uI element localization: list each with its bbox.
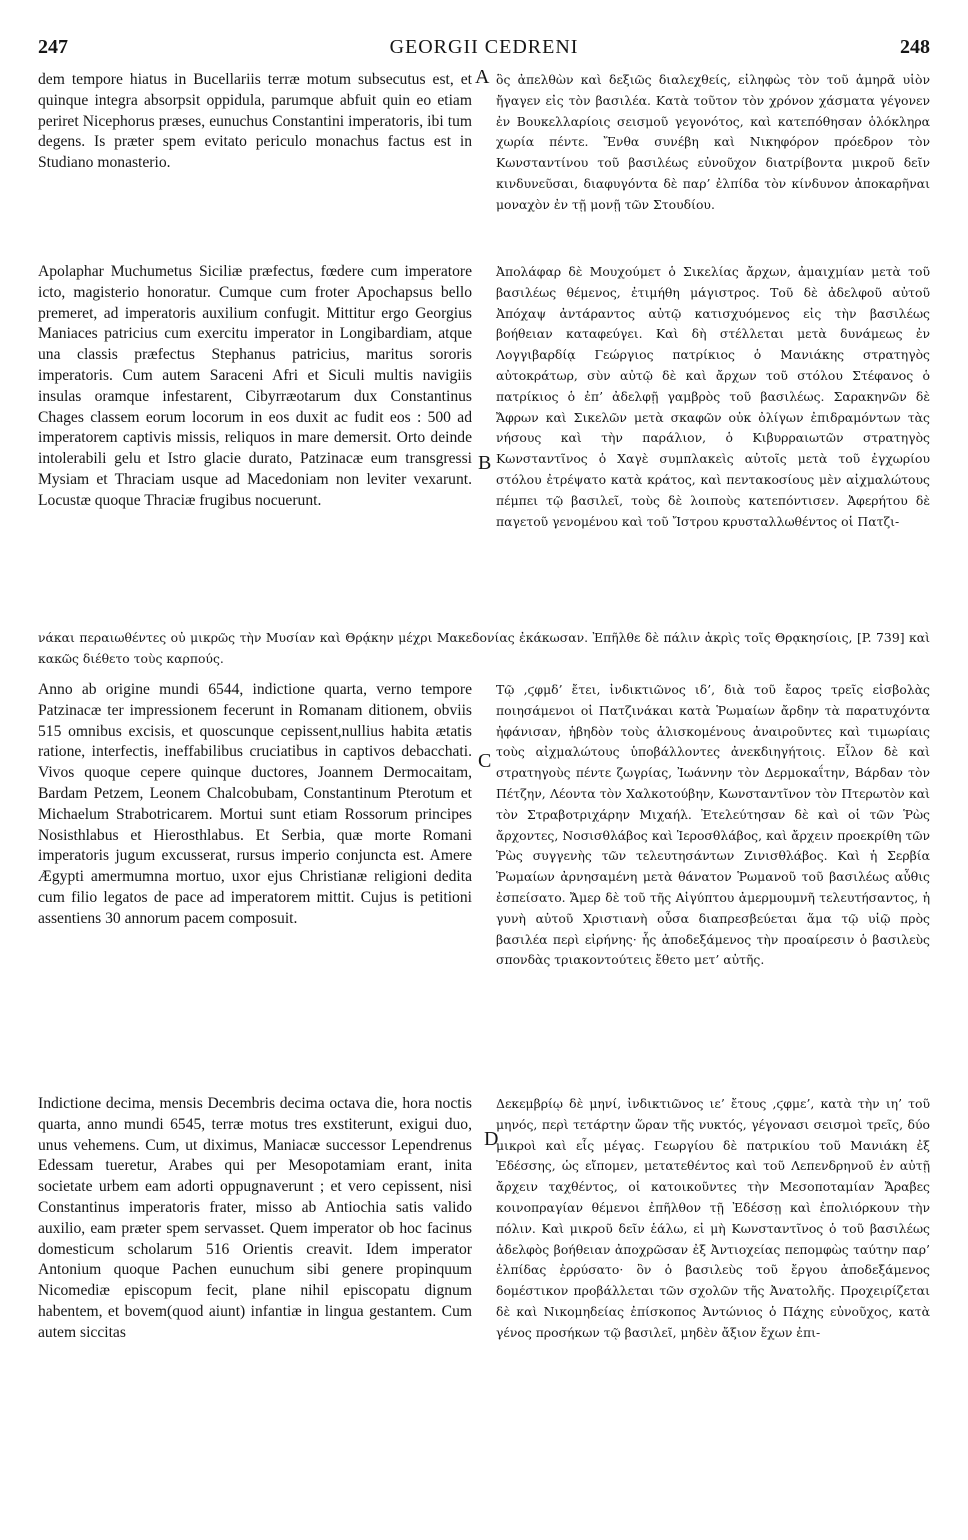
margin-letter-d: D	[484, 1128, 499, 1150]
margin-letter-c: C	[478, 750, 492, 772]
greek-paragraph-1: ὃς ἀπελθὼν καὶ δεξιῶς διαλεχθείς, εἰληφὼς τὸν τοῦ ἀμηρᾶ υἱὸν ἤγαγεν εἰς τὸν βασιλέα. Κατὰ τοῦτον τὸν χρόνον χάσματα γέγονεν ἐν Βουκελλαρίοις σεισμοῦ γεγονότος, καὶ κατεπόθησαν ὁλόκληρα χωρία πέντε. Ἔνθα συνέβη καὶ Νικηφόρον πρόεδρον τὸν Κωνσταντίνου τοῦ βασιλέως εὐνοῦχον διατρίβοντα μικροῦ δεῖν κινδυνεῦσαι, διαφυγόντα δὲ παρ’ ἐλπίδα τὸν κίνδυνον ἀποκαρῆναι μοναχὸν ἐν τῇ μονῇ τῶν Στουδίου.	[496, 72, 930, 212]
page-number-left: 247	[38, 36, 68, 58]
running-title: GEORGII CEDRENI	[389, 36, 579, 58]
latin-paragraph-2: Apolaphar Muchumetus Siciliæ præfectus, fœdere cum imperatore icto, magisterio honoratur. Cumque cum froter Apochapsus bello premeret, ad imperatoris auxilium confugit. Mittitur ergo Georgius Maniaces patricius cum exercitu imperator in Longibardiam, atque una classis præfectus Stephanus patricius, maritus sororis imperatoris. Cum autem Saraceni Afri et Siculi multis navigiis insulas oramque infestarent, Cibyrræotarum dux Constantinus Chages classem eorum locorum in eos duxit ac fudit eos : 500 ad imperatorem captivis missis, reliquos in mare demersit. Orto deinde intolerabili gelu et Istro glacie durato, Patzinacæ eum transgressi Mysiam et Thraciam usque ad Macedoniam non leviter vexarunt. Locustæ quoque Thraciæ frugibus nocuerunt.	[38, 263, 472, 509]
latin-paragraph-3: Anno ab origine mundi 6544, indictione quarta, verno tempore Patzinacæ ter impressionem fecerunt in Romanam ditionem, obviis 515 omnibus excisis, et quoscunque cepissent,nullius habita ætatis ratione, interfectis, ineffabilibus cruciatibus in captivos debacchati. Vivos quoque cepere quinque ductores, Joannem Dermocaitam, Bardam Petzem, Leonem Chalcobubam, Constantinum Pterotum et Michaelum Strabotricarem. Mortui sunt etiam Rossorum principes Nosisthlabus et Hierosthlabus. Et Serbia, quæ morte Romani imperatoris jugum excusserat, rursus imperio conjuncta est. Amere Ægypti amermumna mortuo, uxor ejus Christianæ religioni dedita cum filio legatos de pace ad imperatorem mittit. Cujus is petitioni assentiens 30 annorum pacem composuit.	[38, 681, 472, 927]
greek-paragraph-2: Ἀπολάφαρ δὲ Μουχούμετ ὁ Σικελίας ἄρχων, ἀμαιχμίαν μετὰ τοῦ βασιλέως θέμενος, ἐτιμήθη μάγιστρος. Τοῦ δὲ ἀδελφοῦ αὐτοῦ Ἀπόχαψ ἀντάραντος αὐτῷ κατισχυόμενος εἰς τὴν βασιλέως βοήθειαν καταφεύγει. Καὶ δὴ στέλλεται μετὰ δυνάμεως ἐν Λογγιβαρδίᾳ Γεώργιος πατρίκιος ὁ Μανιάκης στρατηγὸς αὐτοκράτωρ, σὺν αὐτῷ δὲ καὶ ἄρχων τοῦ στόλου Στέφανος ὁ πατρίκιος ὁ ἐπ’ ἀδελφῇ γαμβρὸς τοῦ βασιλέως. Σαρακηνῶν δὲ Ἄφρων καὶ Σικελῶν μετὰ σκαφῶν οὐκ ὀλίγων ἐπιδραμόντων τὰς νήσους καὶ τὴν παράλιον, ὁ Κιβυρραιωτῶν στρατηγὸς Κωνσταντῖνος ὁ Χαγὲ συμπλακεὶς αὐτοῖς μετὰ τοῦ ἐγχωρίου στόλου ἐτρέψατο κατὰ κράτος, καὶ πεντακοσίους μὲν αἰχμαλώτους πέμπει τῷ βασιλεῖ, τοὺς δὲ λοιποὺς κατεπόντισεν. Ἀφερήτου δὲ παγετοῦ γενομένου καὶ τοῦ Ἴστρου κρυσταλλωθέντος οἱ Πατζι-	[496, 264, 930, 529]
page-number-right: 248	[900, 36, 930, 58]
page-header	[38, 36, 930, 62]
latin-paragraph-4: Indictione decima, mensis Decembris decima octava die, hora noctis quarta, anno mundi 6545, terræ motus tres exstiterunt, exigui duo, unus vehemens. Cum, ut diximus, Maniacæ successor Lependrenus Edessam tueretur, Arabes qui per Mesopotamiam erant, inita societate urbem eam adorti oppugnaverunt ; et vero cepissent, nisi Constantinus imperatoris frater, misso ab Antiochia satis valido auxilio, eam præter spem servasset. Quem imperator ob hoc facinus domesticum scholarum 516 Orientis creavit. Idem imperator Antonium quoque Pachen eunuchum sibi genere propinquum Nicomediæ episcopum fecit, plane nihil episcopatu dignum habentem, et bovem(quod aiunt) infantiæ in lingua gestantem. Cum autem siccitas	[38, 1095, 472, 1341]
greek-paragraph-4: Δεκεμβρίῳ δὲ μηνί, ἰνδικτιῶνος ιε’ ἔτους ‚ϛφμε’, κατὰ τὴν ιη’ τοῦ μηνός, περὶ τετάρτην ὥραν τῆς νυκτός, γέγονασι σεισμοὶ τρεῖς, δύο μικροὶ καὶ εἷς μέγας. Γεωργίου δὲ πατρικίου τοῦ Μανιάκη ἐξ Ἐδέσσης, ὡς εἴπομεν, μετατεθέντος καὶ τοῦ Λεπενδρηνοῦ ἐν αὐτῇ ἄρχειν ταχθέντος, οἱ κατοικοῦντες τὴν Μεσοποταμίαν Ἄραβες κοινοπραγίαν θέμενοι ἐπῆλθον τῇ Ἐδέσσῃ καὶ ἐπολιόρκουν τὴν πόλιν. Καὶ μικροῦ δεῖν ἑάλω, εἰ μὴ Κωνσταντῖνος ὁ τοῦ βασιλέως ἀδελφὸς βοήθειαν ἀποχρῶσαν ἐξ Ἀντιοχείας πεπομφὼς ταύτην παρ’ ἐλπίδας ἐρρύσατο· ὃν ὁ βασιλεὺς τοῦ ἔργου ἀποδεξάμενος δομέστικον προβάλλεται τῶν σχολῶν τῆς Ἀνατολῆς. Προχειρίζεται δὲ καὶ Νικομηδείας ἐπίσκοπος Ἀντώνιος ὁ Πάχης εὐνοῦχος, κατὰ γένος προσήκων τῷ βασιλεῖ, μηδὲν ἄξιον ἔχων ἐπι-	[496, 1096, 930, 1340]
greek-paragraph-3: Τῷ ‚ϛφμδ’ ἔτει, ἰνδικτιῶνος ιδ’, διὰ τοῦ ἔαρος τρεῖς εἰσβολὰς ποιησάμενοι οἱ Πατζινάκαι κατὰ Ῥωμαίων ἄρδην τὰ παρατυχόντα ἠφάνισαν, ἡβηδὸν τοὺς ἁλισκομένους ἀναιροῦντες καὶ τιμωρίαις τοὺς αἰχμαλώτους ὑποβάλλοντες ἀνεκδιηγήτοις. Εἷλον δὲ καὶ στρατηγοὺς πέντε ζωγρίας, Ἰωάννην τὸν Δερμοκαΐτην, Βάρδαν τὸν Πέτζην, Λέοντα τὸν Χαλκοτούβην, Κωνσταντῖνον τὸν Πτερωτὸν καὶ τὸν Στραβοτριχάρην Μιχαήλ. Ἐτελεύτησαν δὲ καὶ οἱ τῶν Ῥὼς ἄρχοντες, Νοσισθλάβος καὶ Ἱεροσθλάβος, καὶ ἄρχειν προεκρίθη τῶν Ῥὼς συγγενὴς τῶν τελευτησάντων Ζινισθλάβος. Καὶ ἡ Σερβία Ῥωμαίων ἀρνησαμένη μετὰ θάνατον Ῥωμανοῦ τοῦ βασιλέως αὖθις ἐσπείσατο. Ἄμερ δὲ τοῦ τῆς Αἰγύπτου ἀμερμουμνῆ τελευτήσαντος, ἡ γυνὴ αὐτοῦ Χριστιανὴ οὖσα διαπρεσβεύεται ἅμα τῷ υἱῷ πρὸς βασιλέα περὶ εἰρήνης· ἧς ἀποδεξάμενος τὴν προαίρεσιν ὁ βασιλεὺς σπονδὰς τριακοντούτεις ἔθετο μετ’ αὐτῆς.	[496, 682, 930, 968]
margin-letter-b: B	[478, 452, 492, 474]
latin-paragraph-1: dem tempore hiatus in Bucellariis terræ motum subsecutus est, et quinque integra absorpsit oppidula, parumque abfuit quin eo etiam periret Nicephorus præses, eunuchus Constantini imperatoris, ibi tum degens. Is præter spem evitato periculo monachus factus est in Studiano monasterio.	[38, 71, 472, 172]
margin-letter-a: A	[475, 66, 490, 88]
greek-full-width-line: νάκαι περαιωθέντες οὐ μικρῶς τὴν Μυσίαν καὶ Θρᾴκην μέχρι Μακεδονίας ἐκάκωσαν. Ἐπῆλθε δὲ πάλιν ἀκρὶς τοῖς Θρᾳκησίοις, [P. 739] καὶ κακῶς διέθετο τοὺς καρπούς.	[38, 630, 930, 666]
